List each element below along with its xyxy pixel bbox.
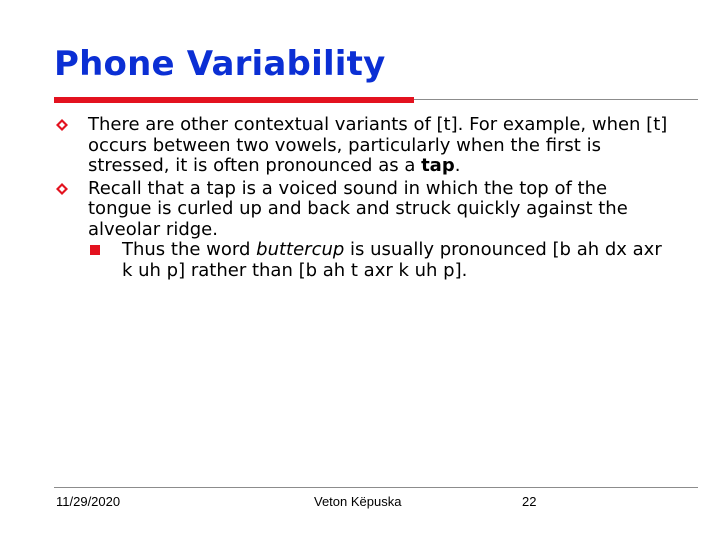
bullet-text: There are other contextual variants of [t]. For example, when [t] occurs between two vowels, particularly when the first is stressed, it is often pronounced as a <box>88 114 668 176</box>
slide-body <box>54 115 674 283</box>
bold-term: tap <box>421 155 455 176</box>
bullet-text-end: . <box>454 155 461 176</box>
bullet-item <box>54 115 674 177</box>
slide-title: Phone Variability <box>54 44 386 84</box>
title-underline-accent <box>54 97 414 103</box>
diamond-bullet-icon <box>56 183 68 195</box>
bullet-item <box>54 179 674 282</box>
sub-bullet-text-end: is usually pronounced [b ah dx axr k uh p] rather than [b ah t axr k uh p]. <box>122 239 662 281</box>
square-bullet-icon <box>90 245 100 255</box>
sub-bullet-text: Thus the word <box>122 239 257 260</box>
sub-bullet-item <box>88 240 674 281</box>
italic-term: buttercup <box>256 239 345 260</box>
diamond-bullet-icon <box>56 119 68 131</box>
footer-date: 11/29/2020 <box>56 494 121 509</box>
bullet-text: Recall that a tap is a voiced sound in which the top of the tongue is curled up and back and struck quickly against the alveolar ridge. <box>88 177 628 240</box>
footer-author: Veton Këpuska <box>314 494 402 509</box>
title-underline-rule <box>414 99 698 100</box>
footer-rule <box>54 487 698 488</box>
footer-page-number: 22 <box>522 494 537 509</box>
